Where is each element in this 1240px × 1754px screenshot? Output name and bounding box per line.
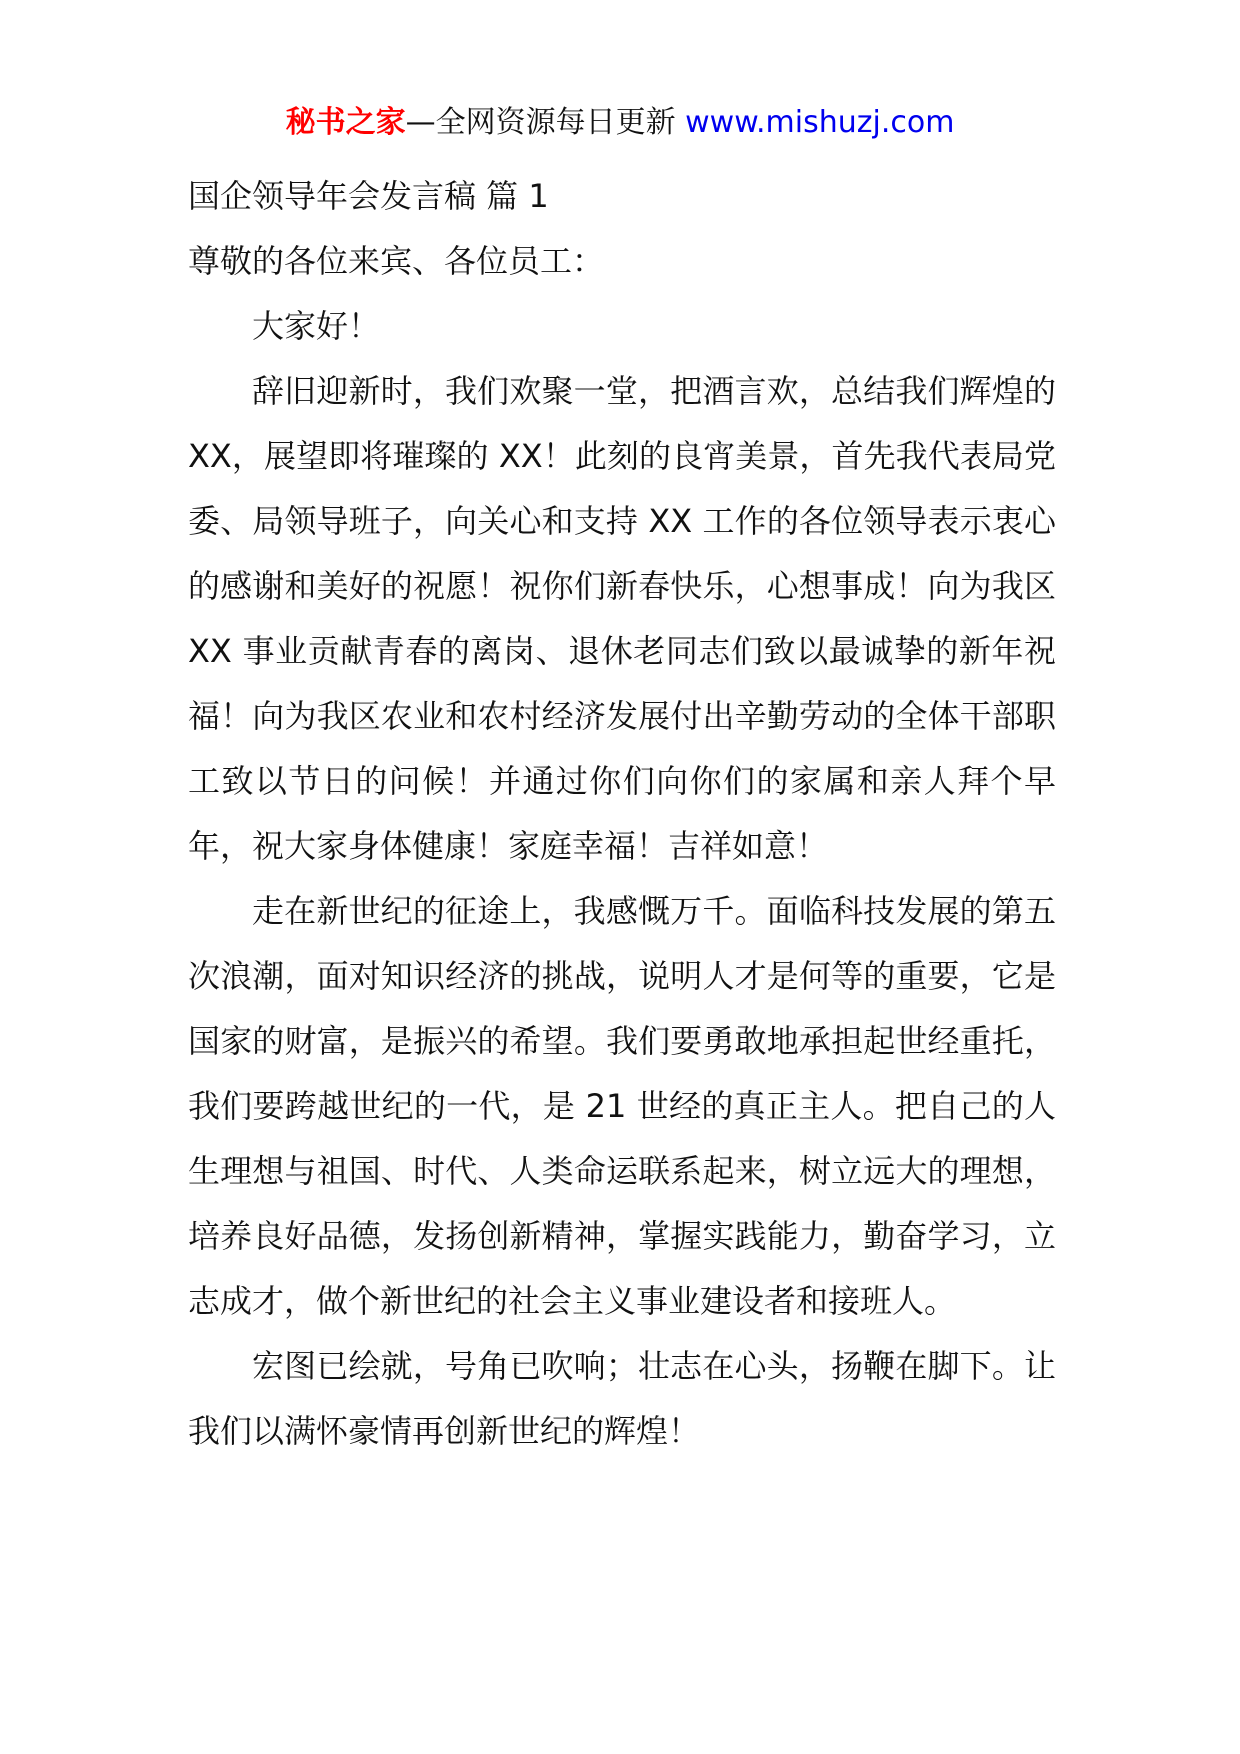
document-title: 国企领导年会发言稿 篇 1 <box>188 177 549 215</box>
brand-slogan: —全网资源每日更新 <box>405 105 676 140</box>
paragraph: 辞旧迎新时，我们欢聚一堂，把酒言欢，总结我们辉煌的 XX，展望即将璀璨的 XX！此刻的良宵美景，首先我代表局党委、局领导班子，向关心和支持 XX 工作的各位领导表示衷心的感谢和美好的祝愿！祝你们新春快乐，心想事成！向为我区 XX 事业贡献青春的离岗、退休老同志们致以最诚挚的新年祝福！向为我区农业和农村经济发展付出辛勤劳动的全体干部职工致以节日的问候！并通过你们向你们的家属和亲人拜个早年，祝大家身体健康！家庭幸福！吉祥如意！ <box>188 372 1056 865</box>
paragraph: 宏图已绘就，号角已吹响；壮志在心头，扬鞭在脚下。让我们以满怀豪情再创新世纪的辉煌！ <box>188 1347 1056 1450</box>
paragraph: 走在新世纪的征途上，我感慨万千。面临科技发展的第五次浪潮，面对知识经济的挑战，说明人才是何等的重要，它是国家的财富，是振兴的希望。我们要勇敢地承担起世经重托，我们要跨越世纪的一代，是 21 世经的真正主人。把自己的人生理想与祖国、时代、人类命运联系起来，树立远大的理想，培养良好品德，发扬创新精神，掌握实践能力，勤奋学习，立志成才，做个新世纪的社会主义事业建设者和接班人。 <box>188 892 1056 1320</box>
page-header <box>0 100 1240 146</box>
greeting: 大家好！ <box>252 307 381 345</box>
salutation: 尊敬的各位来宾、各位员工： <box>188 242 605 280</box>
site-url-link[interactable]: www.mishuzj.com <box>685 105 955 140</box>
document-body <box>188 164 1056 1464</box>
brand-name: 秘书之家 <box>285 105 406 140</box>
